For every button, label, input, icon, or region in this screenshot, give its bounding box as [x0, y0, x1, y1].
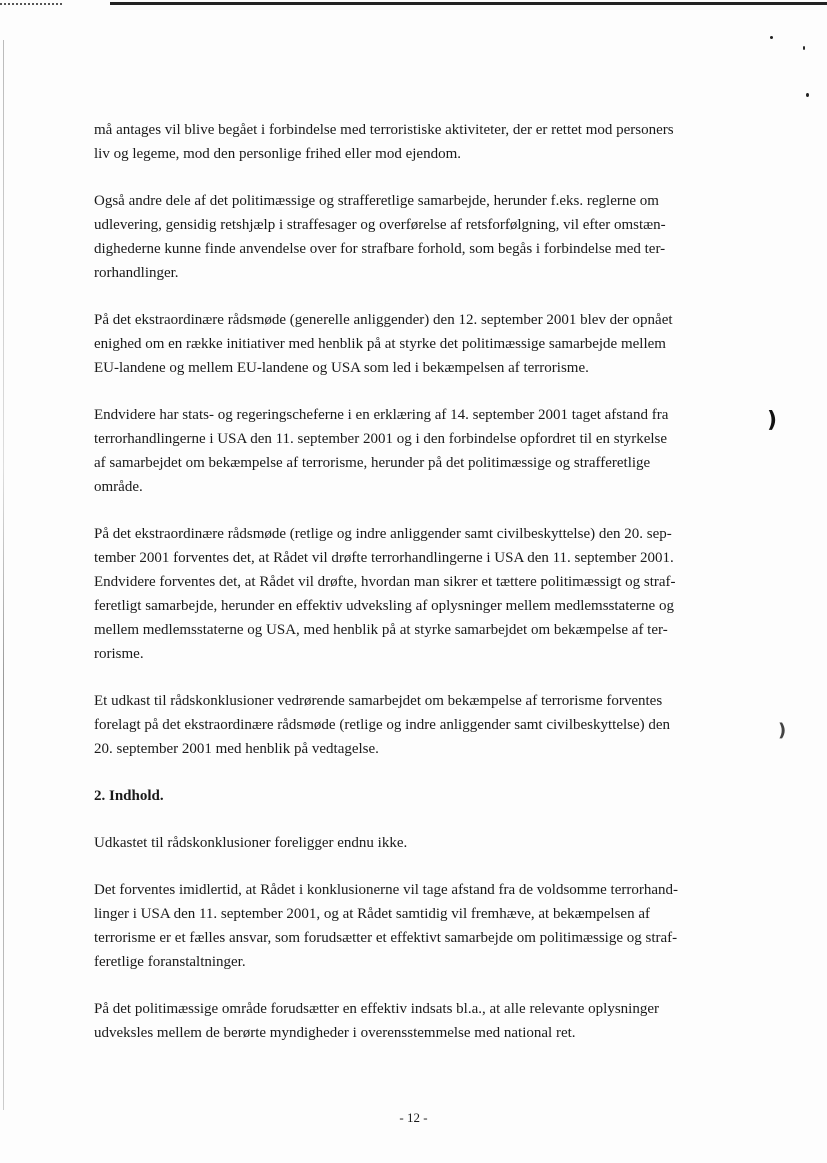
text-line: På det ekstraordinære rådsmøde (generelle anliggender) den 12. september 2001 blev der opnået [94, 312, 673, 328]
text-line: enighed om en række initiativer med henblik på at styrke det politimæssige samarbejde mellem [94, 336, 666, 352]
section-heading: 2. Indhold. [94, 788, 164, 804]
paragraph [94, 997, 760, 1045]
text-line: Det forventes imidlertid, at Rådet i konklusionerne vil tage afstand fra de voldsomme terrorhand- [94, 882, 678, 898]
text-line: 20. september 2001 med henblik på vedtagelse. [94, 741, 379, 757]
text-line: Et udkast til rådskonklusioner vedrørende samarbejdet om bekæmpelse af terrorisme forventes [94, 693, 663, 709]
scan-speck [806, 93, 809, 97]
paragraph [94, 189, 760, 285]
text-line: Også andre dele af det politimæssige og strafferetlige samarbejde, herunder f.eks. reglerne om [94, 193, 659, 209]
text-line: dighederne kunne finde anvendelse over for strafbare forhold, som begås i forbindelse med ter- [94, 241, 666, 257]
text-line: EU-landene og mellem EU-landene og USA som led i bekæmpelsen af terrorisme. [94, 360, 589, 376]
punch-hole-mark: ) [778, 720, 787, 741]
text-line: terrorhandlingerne i USA den 11. september 2001 og i den forbindelse opfordret til en styrkelse [94, 431, 668, 447]
text-line: mellem medlemsstaterne og USA, med henblik på at styrke samarbejdet om bekæmpelse af ter- [94, 622, 668, 638]
paragraph [94, 689, 760, 761]
scan-artifact-dash [0, 3, 62, 6]
text-line: rorisme. [94, 646, 144, 662]
text-line: forelagt på det ekstraordinære rådsmøde (retlige og indre anliggender samt civilbeskyttelse) den [94, 717, 671, 733]
paragraph [94, 831, 760, 855]
paragraph [94, 118, 760, 166]
text-line: tember 2001 forventes det, at Rådet vil drøfte terrorhandlingerne i USA den 11. september 2001. [94, 550, 674, 566]
text-line: liv og legeme, mod den personlige frihed eller mod ejendom. [94, 146, 461, 162]
text-line: feretlige foranstaltninger. [94, 954, 246, 970]
scan-artifact-top-rule [110, 2, 827, 5]
punch-hole-mark: ) [767, 408, 778, 433]
document-body [94, 118, 760, 1068]
paragraph [94, 878, 760, 974]
paragraph [94, 308, 760, 380]
text-line: må antages vil blive begået i forbindelse med terroristiske aktiviteter, der er rettet mod personers [94, 122, 674, 138]
text-line: terrorisme er et fælles ansvar, som forudsætter et effektivt samarbejde om politimæssige og straf- [94, 930, 678, 946]
text-line: feretligt samarbejde, herunder en effektiv udveksling af oplysninger mellem medlemsstaterne og [94, 598, 674, 614]
paragraph [94, 522, 760, 666]
text-line: af samarbejdet om bekæmpelse af terrorisme, herunder på det politimæssige og strafferetlige [94, 455, 651, 471]
text-line: Udkastet til rådskonklusioner foreligger endnu ikke. [94, 835, 408, 851]
text-line: På det politimæssige område forudsætter en effektiv indsats bl.a., at alle relevante oplysninger [94, 1001, 659, 1017]
scan-speck [770, 36, 773, 39]
text-line: område. [94, 479, 143, 495]
text-line: linger i USA den 11. september 2001, og at Rådet samtidig vil fremhæve, at bekæmpelsen af [94, 906, 650, 922]
text-line: udlevering, gensidig retshjælp i straffesager og overførelse af retsforfølgning, vil efter omstæn- [94, 217, 666, 233]
text-line: På det ekstraordinære rådsmøde (retlige og indre anliggender samt civilbeskyttelse) den 20. sep- [94, 526, 672, 542]
scan-artifact-left-edge [3, 40, 4, 1110]
text-line: Endvidere forventes det, at Rådet vil drøfte, hvordan man sikrer et tættere politimæssigt og straf- [94, 574, 676, 590]
text-line: udveksles mellem de berørte myndigheder i overensstemmelse med national ret. [94, 1025, 576, 1041]
paragraph [94, 403, 760, 499]
page-number: - 12 - [399, 1110, 428, 1125]
text-line: Endvidere har stats- og regeringscheferne i en erklæring af 14. september 2001 taget afstand fra [94, 407, 669, 423]
text-line: rorhandlinger. [94, 265, 179, 281]
scan-speck [803, 46, 805, 50]
